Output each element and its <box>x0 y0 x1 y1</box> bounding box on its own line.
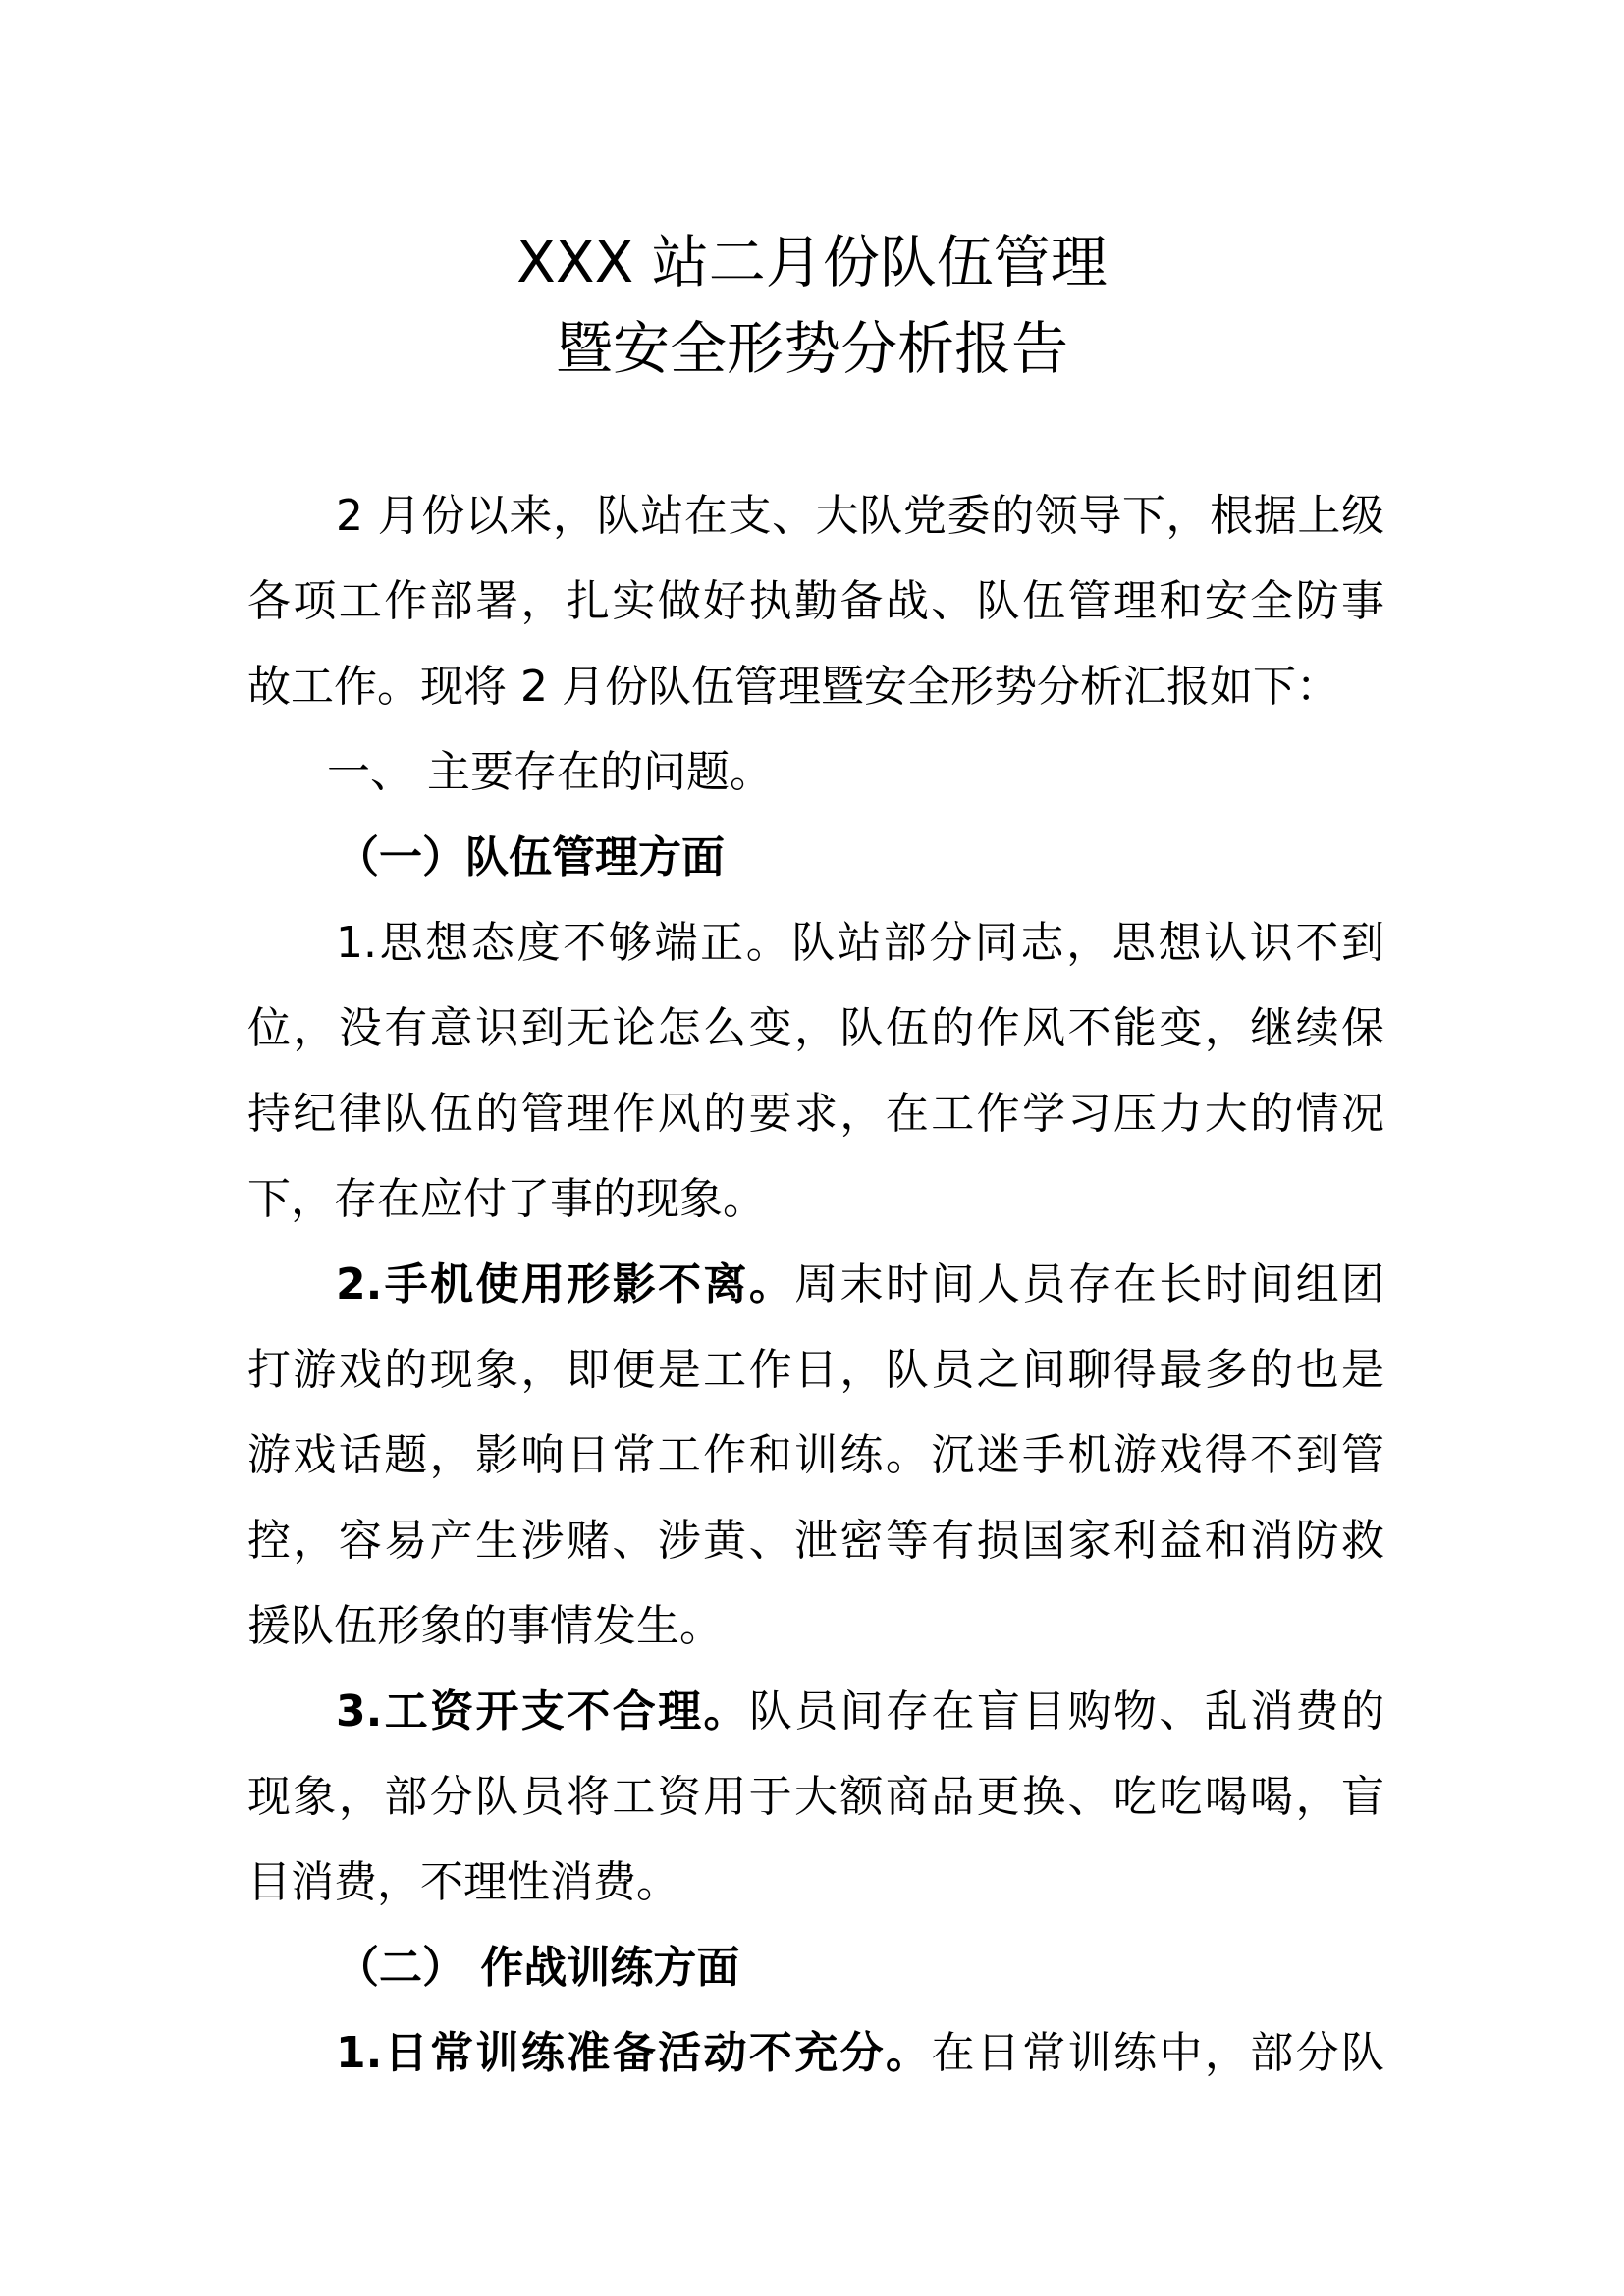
text-line <box>247 2010 1384 2096</box>
text-line <box>247 900 1384 986</box>
body-text: 周末时间人员存在长时间组团 <box>794 1259 1384 1309</box>
body-text: 1.思想态度不够端正。队站部分同志，思想认识不到 <box>336 918 1384 968</box>
body-text: 援队伍形象的事情发生。 <box>247 1601 723 1651</box>
bold-heading-text: （一）队伍管理方面 <box>336 832 725 882</box>
body-text: 在日常训练中，部分队 <box>931 2028 1384 2078</box>
body-text: 控，容易产生涉赌、涉黄、泄密等有损国家利益和消防救 <box>247 1516 1384 1566</box>
body-text: 游戏话题，影响日常工作和训练。沉迷手机游戏得不到管 <box>247 1430 1384 1480</box>
document-title-line-2: 暨安全形势分析报告 <box>555 315 1068 382</box>
body-text: 2 月份以来，队站在支、大队党委的领导下，根据上级 <box>336 491 1384 541</box>
body-text: 队员间存在盲目购物、乱消费的 <box>748 1686 1384 1736</box>
bold-heading-text: （二） 作战训练方面 <box>336 1943 740 1993</box>
bold-heading-text: 1.日常训练准备活动不充分。 <box>336 2028 932 2078</box>
body-text: 现象，部分队员将工资用于大额商品更换、吃吃喝喝，盲 <box>247 1772 1384 1822</box>
body-text: 打游戏的现象，即便是工作日，队员之间聊得最多的也是 <box>247 1345 1384 1395</box>
text-line <box>247 1840 1384 1925</box>
text-line <box>247 1754 1384 1840</box>
body-text: 下，存在应付了事的现象。 <box>247 1174 766 1224</box>
document-title-line-1: XXX 站二月份队伍管理 <box>516 229 1108 295</box>
text-line <box>247 1156 1384 1242</box>
text-line <box>247 1583 1384 1669</box>
bold-heading-text: 3.工资开支不合理。 <box>336 1686 749 1736</box>
body-text: 各项工作部署，扎实做好执勤备战、队伍管理和安全防事 <box>247 576 1384 626</box>
text-line <box>247 729 1384 815</box>
text-line <box>247 473 1384 559</box>
text-line <box>247 1242 1384 1327</box>
text-line <box>247 1498 1384 1583</box>
text-line <box>247 986 1384 1071</box>
body-text: 目消费，不理性消费。 <box>247 1857 679 1907</box>
text-line <box>247 1071 1384 1156</box>
document-body <box>247 473 1384 2096</box>
bold-heading-text: 2.手机使用形影不离。 <box>336 1259 795 1309</box>
body-text: 位，没有意识到无论怎么变，队伍的作风不能变，继续保 <box>247 1003 1384 1053</box>
text-line <box>247 1413 1384 1498</box>
text-line <box>247 644 1384 729</box>
body-text: 持纪律队伍的管理作风的要求，在工作学习压力大的情况 <box>247 1089 1384 1139</box>
text-line <box>247 1327 1384 1413</box>
text-line <box>247 559 1384 644</box>
body-text: 故工作。现将 2 月份队伍管理暨安全形势分析汇报如下： <box>247 662 1339 712</box>
text-line <box>247 1925 1384 2010</box>
text-line <box>247 1669 1384 1754</box>
body-text: 一、 主要存在的问题。 <box>327 747 773 797</box>
text-line <box>247 815 1384 900</box>
